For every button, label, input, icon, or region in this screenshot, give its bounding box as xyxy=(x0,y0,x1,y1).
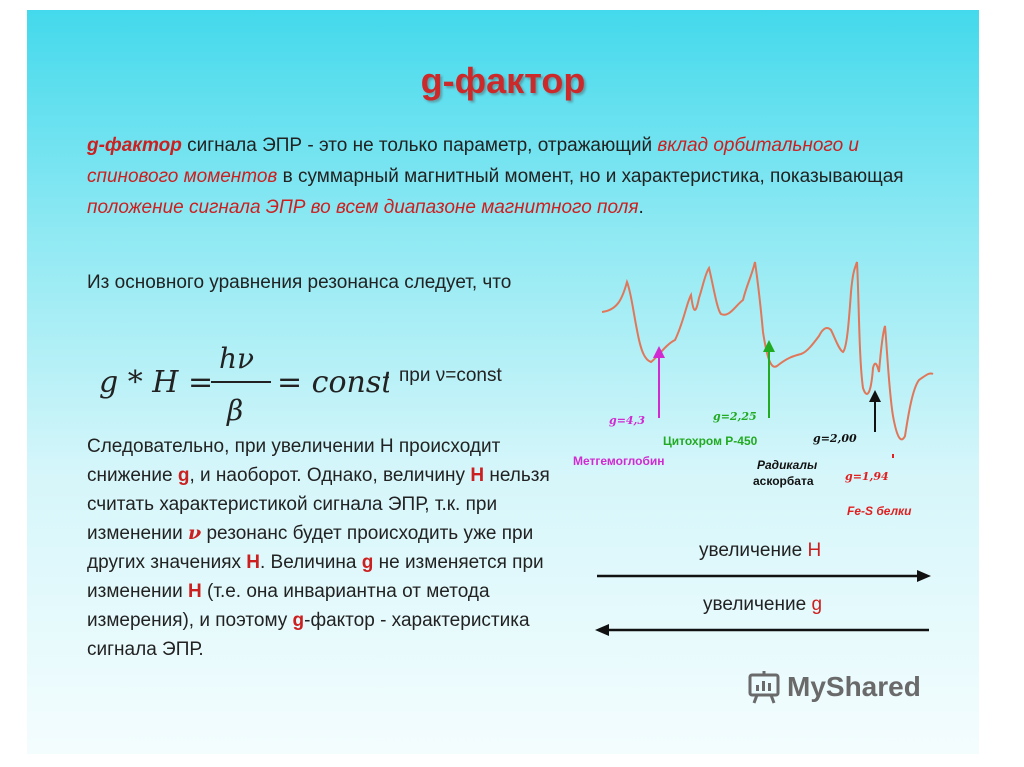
formula-numerator: hν xyxy=(219,342,255,375)
label-g43: g=4,3 xyxy=(609,414,646,427)
cons-text-1: Следовательно, при увеличении Н происходит снижение xyxy=(87,436,501,486)
cons-text-6: не изменяется при изменении xyxy=(87,552,544,602)
cons-text-2: , и наоборот. Однако, величину xyxy=(189,465,471,486)
arrow-right-icon xyxy=(595,566,935,586)
formula-svg xyxy=(99,340,389,430)
resonance-text: Из основного уравнения резонанса следует, что xyxy=(87,272,512,293)
label-radicals-2: аскорбата xyxy=(753,474,814,488)
cons-g-2: g xyxy=(361,552,374,573)
cons-g-3: g xyxy=(292,610,305,631)
label-fes: Fe-S белки xyxy=(847,504,912,518)
label-g225: g=2,25 xyxy=(713,410,757,423)
arrow-methemoglobin xyxy=(653,346,665,418)
arrow-radicals xyxy=(869,390,881,432)
presentation-board-icon xyxy=(747,670,781,704)
increase-g-symbol: g xyxy=(811,594,823,615)
cons-h-2: Н xyxy=(246,552,260,573)
formula-rhs: = const xyxy=(277,365,389,400)
label-methemoglobin: Метгемоглобин xyxy=(573,454,665,468)
intro-text-3: . xyxy=(638,197,644,218)
formula-lhs: g * H = xyxy=(99,365,214,400)
increase-g-label xyxy=(703,594,822,616)
label-g200: g=2,00 xyxy=(813,432,857,445)
arrow-left-icon xyxy=(593,620,933,640)
cons-nu: ν xyxy=(188,522,202,544)
intro-text-2: в суммарный магнитный момент, но и характеристика, показывающая xyxy=(277,166,904,187)
slide xyxy=(27,10,979,754)
cons-text-7: (т.е. она инвариантна от метода измерения), и поэтому xyxy=(87,581,490,631)
increase-h-text: увеличение xyxy=(699,540,808,561)
label-g194: g=1,94 xyxy=(845,470,889,483)
condition-text: при ν=const xyxy=(399,365,502,386)
cons-h-1: Н xyxy=(470,465,485,486)
increase-h-symbol: Н xyxy=(807,540,822,561)
consequence-paragraph xyxy=(87,432,587,664)
epr-spectrum xyxy=(587,240,947,460)
formula-denominator: β xyxy=(227,394,244,427)
intro-paragraph xyxy=(87,130,907,223)
watermark xyxy=(747,670,921,704)
cons-h-3: Н xyxy=(188,581,202,602)
intro-highlight-1: вклад орбитального и спинового моментов xyxy=(87,135,859,187)
g-factor-term: g-фактор xyxy=(87,135,182,156)
cons-text-3: нельзя считать характеристикой сигнала ЭПР, т.к. при изменении xyxy=(87,465,550,544)
intro-highlight-2: положение сигнала ЭПР во всем диапазоне магнитного поля xyxy=(87,197,639,218)
cons-g-1: g xyxy=(177,465,190,486)
cons-text-8: -фактор - характеристика сигнала ЭПР. xyxy=(87,610,530,660)
increase-h-label xyxy=(699,540,821,562)
increase-g-text: увеличение xyxy=(703,594,812,615)
intro-text-1: сигнала ЭПР - это не только параметр, отражающий xyxy=(181,135,658,156)
watermark-text: MyShared xyxy=(787,671,921,702)
arrow-cytochrome xyxy=(763,340,775,418)
label-radicals-1: Радикалы xyxy=(757,458,818,472)
cons-text-4: резонанс будет происходить уже при других значениях xyxy=(87,523,534,573)
label-cytochrome: Цитохром Р-450 xyxy=(663,434,758,448)
slide-title: g-фактор xyxy=(420,60,586,101)
resonance-formula xyxy=(99,340,389,438)
cons-text-5: . Величина xyxy=(260,552,362,573)
